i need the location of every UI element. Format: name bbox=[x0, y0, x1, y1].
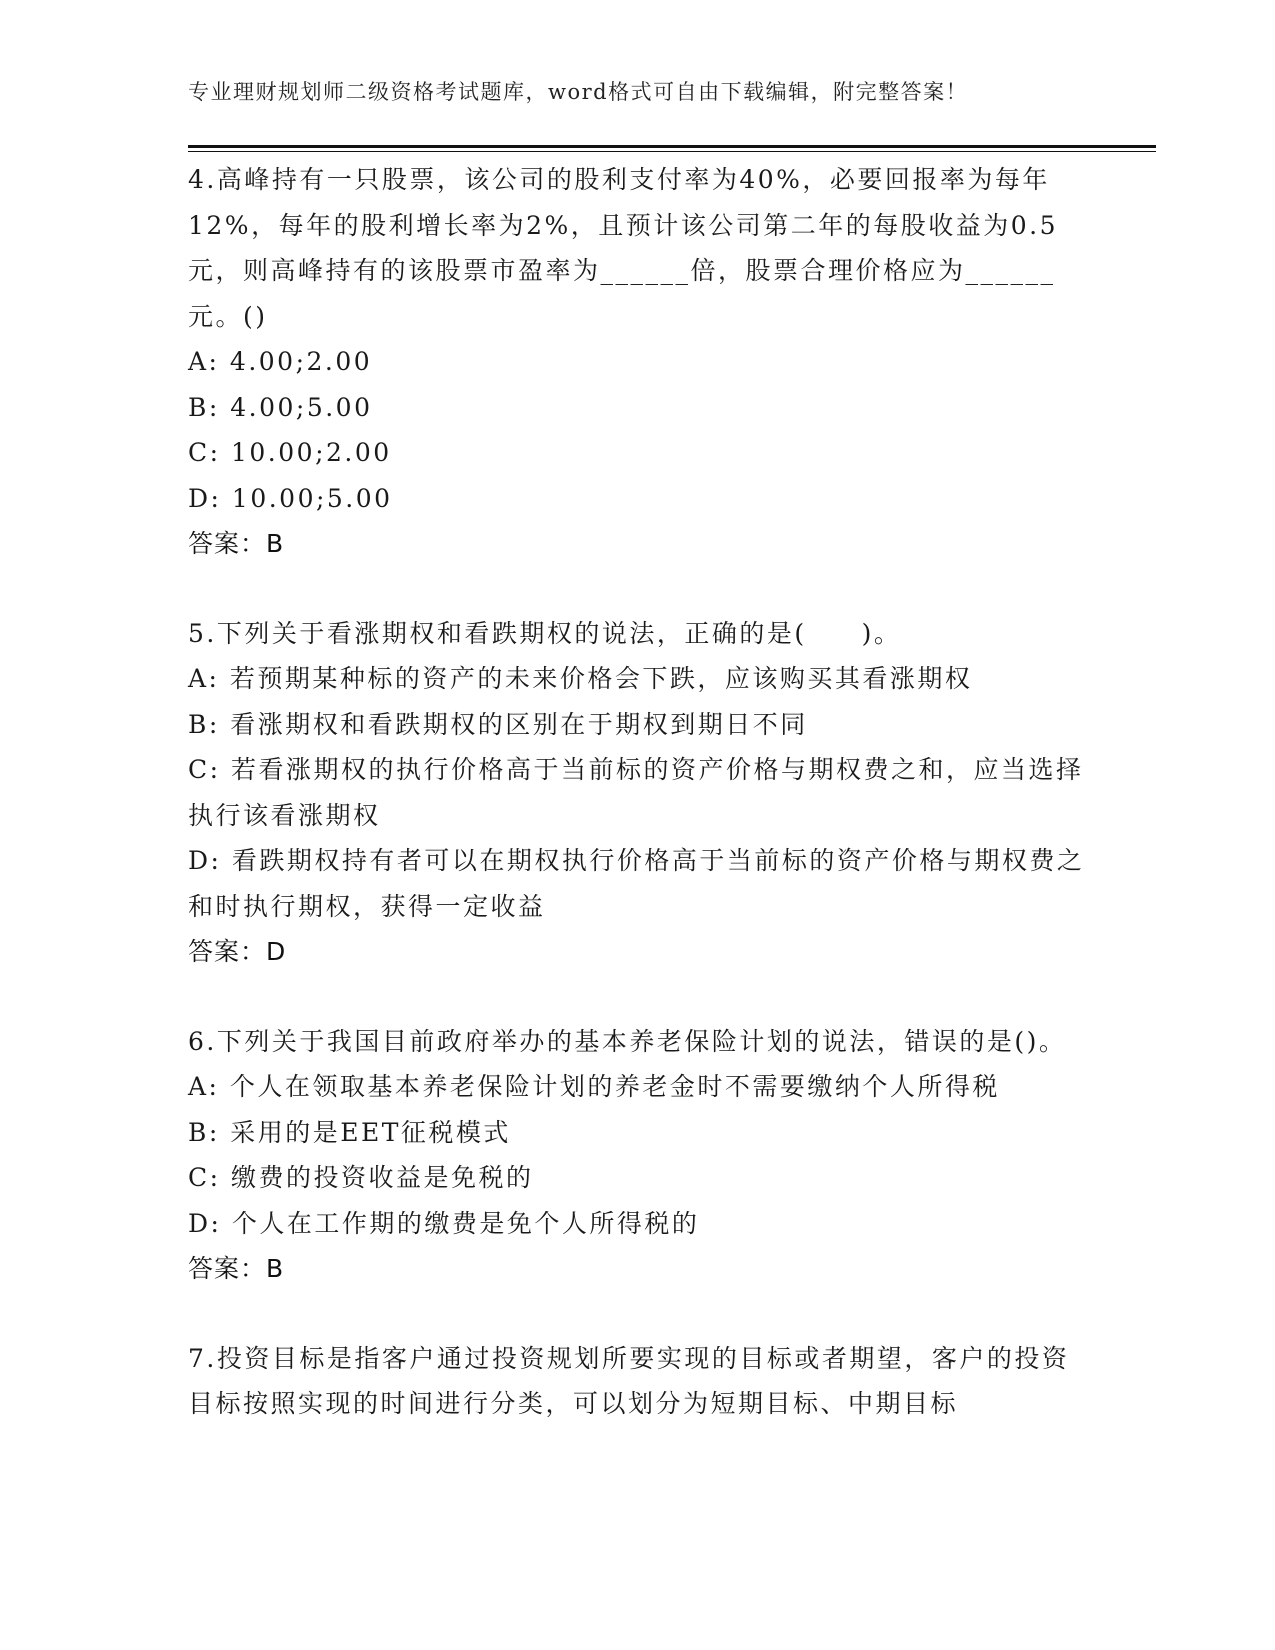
question-4 bbox=[188, 157, 1088, 567]
option-b: B: 看涨期权和看跌期权的区别在于期权到期日不同 bbox=[188, 709, 808, 739]
header-rule-thin bbox=[188, 151, 1156, 152]
option-c: C: 缴费的投资收益是免税的 bbox=[188, 1163, 534, 1192]
answer: 答案：B bbox=[188, 529, 285, 558]
question-5 bbox=[188, 611, 1088, 975]
option-b: B: 采用的是EET征税模式 bbox=[188, 1117, 511, 1147]
question-6 bbox=[188, 1019, 1088, 1292]
question-stem: 7.投资目标是指客户通过投资规划所要实现的目标或者期望，客户的投资目标按照实现的时间进行分类，可以划分为短期目标、中期目标 bbox=[188, 1343, 1070, 1418]
option-d: D: 10.00;5.00 bbox=[188, 483, 393, 513]
question-list bbox=[188, 157, 1088, 1471]
option-c: C: 若看涨期权的执行价格高于当前标的资产价格与期权费之和，应当选择执行该看涨期权 bbox=[188, 755, 1084, 830]
page-header: 专业理财规划师二级资格考试题库，word格式可自由下载编辑，附完整答案！ bbox=[188, 80, 969, 104]
option-c: C: 10.00;2.00 bbox=[188, 438, 392, 467]
question-stem: 4.高峰持有一只股票，该公司的股利支付率为40%，必要回报率为每年12%，每年的股利增长率为2%，且预计该公司第二年的每股收益为0.5元，则高峰持有的该股票市盈率为______倍，股票合理价格应为______元。() bbox=[188, 165, 1058, 331]
question-7 bbox=[188, 1336, 1088, 1427]
question-stem: 6.下列关于我国目前政府举办的基本养老保险计划的说法，错误的是()。 bbox=[188, 1026, 1067, 1056]
answer: 答案：B bbox=[188, 1254, 285, 1283]
option-b: B: 4.00;5.00 bbox=[188, 392, 373, 422]
answer: 答案：D bbox=[188, 937, 287, 966]
option-a: A: 若预期某种标的资产的未来价格会下跌，应该购买其看涨期权 bbox=[188, 664, 973, 693]
option-d: D: 看跌期权持有者可以在期权执行价格高于当前标的资产价格与期权费之和时执行期权，获得一定收益 bbox=[188, 846, 1085, 921]
option-a: A: 4.00;2.00 bbox=[188, 347, 373, 376]
question-stem: 5.下列关于看涨期权和看跌期权的说法，正确的是( )。 bbox=[188, 618, 902, 648]
option-d: D: 个人在工作期的缴费是免个人所得税的 bbox=[188, 1208, 700, 1238]
option-a: A: 个人在领取基本养老保险计划的养老金时不需要缴纳个人所得税 bbox=[188, 1072, 1000, 1101]
header-rule-thick bbox=[188, 145, 1156, 148]
